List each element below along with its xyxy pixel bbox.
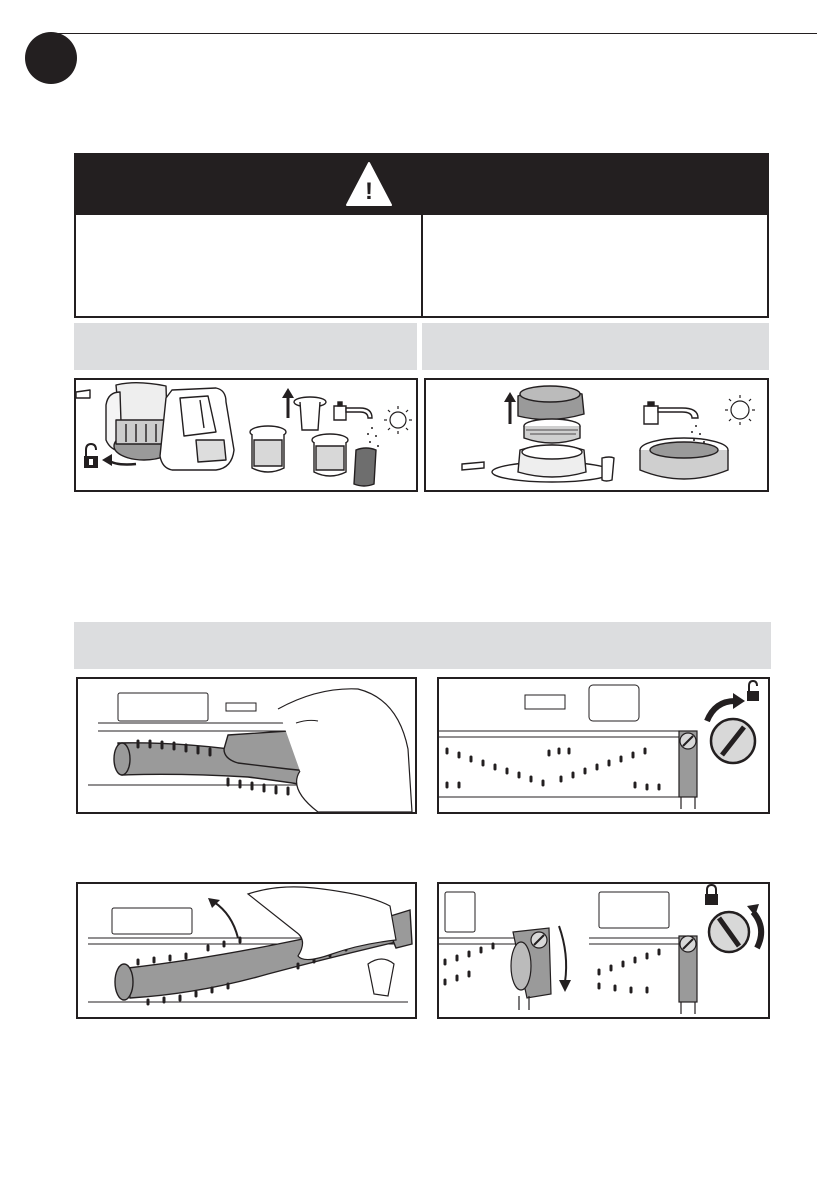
lock-icon [705, 885, 718, 905]
rotate-arrow-icon [707, 693, 745, 721]
brushroll-access-illustration [76, 677, 417, 814]
up-arrow-icon [504, 392, 516, 424]
unlock-icon [84, 444, 98, 468]
endcap-dial-icon [709, 912, 749, 952]
brushroll-endcap-unlock-illustration [437, 677, 770, 814]
down-arrow-icon [559, 926, 571, 992]
up-arrow-icon [282, 388, 294, 418]
warning-right-text [421, 215, 768, 316]
warning-triangle-icon [345, 161, 393, 207]
warning-header [74, 153, 769, 215]
brushroll-heading [74, 622, 771, 669]
hepa-filter-illustration [424, 378, 769, 492]
sun-icon [725, 395, 755, 425]
brushroll-endcap-lock-illustration [437, 882, 770, 1019]
faucet-icon [644, 402, 698, 424]
pre-motor-filter-heading [74, 323, 417, 370]
hepa-filter-heading [422, 323, 769, 370]
sun-icon [384, 406, 412, 434]
warning-body [74, 215, 769, 318]
curved-arrow-icon [208, 898, 238, 938]
page-badge [25, 32, 77, 84]
pre-motor-filter-illustration [74, 378, 418, 492]
faucet-icon [334, 402, 372, 420]
endcap-dial-icon [711, 719, 755, 763]
unlock-icon [747, 681, 759, 701]
top-rule [52, 33, 817, 34]
warning-symbol: ! [365, 178, 373, 205]
warning-left-text [76, 215, 421, 316]
brushroll-removal-illustration [76, 882, 417, 1019]
